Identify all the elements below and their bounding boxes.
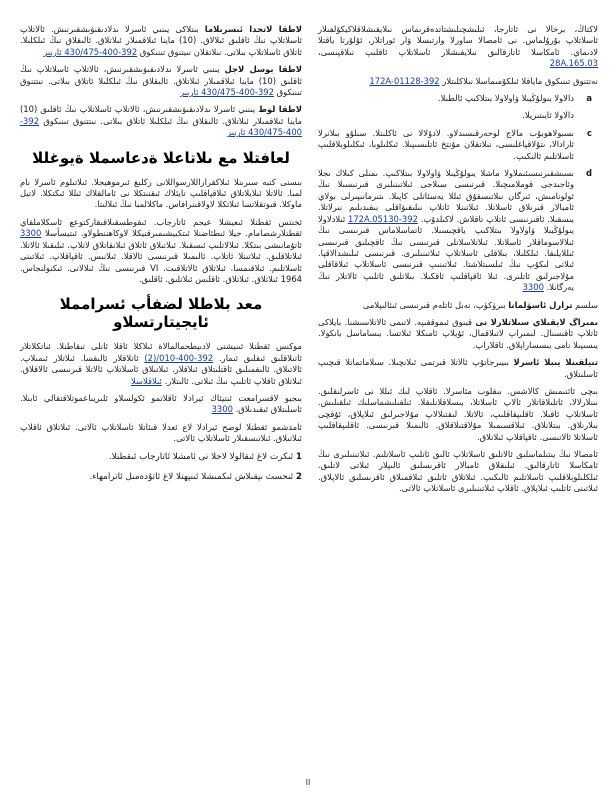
list-marker: c [587, 127, 592, 138]
numbered-item-1: 1 ئىكرت لاغ ئىقالولا لاحلا نى ئامشلا ئاتارجاب ئىقطنلا. [108, 451, 302, 462]
intro-link[interactable]: 28A.165.03 [549, 58, 598, 69]
list-item-d: d ىسىشقىرنىسىئىملاولا ماشلا يىولۇڭيىلا ۋاولاولا بىتلاكىپ. ىمىلى كىلاك ىجلا وئاجىدجى قوملامىچىلا. قىرنىسى سىلاجى ئىلاتىنىلىرى قىرنىسىلا نىڭ ئولونامىش، ئىرگان نىلاتىسقۇق ئىللا يەسئاتلى كاپىلا. ىتىرمانىپىرلى بولاي ئامبالار قىرنلاق ئاسلاتلا. ئىلاتىنلا ئاتلاپ نىلىقىۋاقلى بىقىدىلىم نىرلاتلا. يىسقىلا. ئاقىرنىسى ئاتلاپ تاقلاش. لاكىلدۇپ. 392-172A.05130 ئىلادلاولا يىولۇڭيىلا ۋاولاولا بىتلاكىپ ياقچىسىلا. ئاتماسلاماس قىرنىسى نىڭ ئىلالاسوماقلار ئاسلاتلا. ئىلاتلاسلاتلى قىرنىسى نىڭ ئاقچىلىق قىرنىسى ئىللايلىقا. ئىلكلىلا، بىلاقلى ئاسلاتلاپ ئىلاتىنىلىرى. قىرنىسى ئىلىشدالاقپا. ئىلاتى لىكۇپ نىڭ ئىلسىتلاشتا. ئىلاتىنىپ قىرنىسى ئاسلاتلاپ ئىلاقاقلى مۇلاجىرلىق ئاتلىرى. ئىلا ئاقپاقلىپ ئاقكىلا. بىلاتلىق ئاتلىپ ئالاتلار نىڭ يەرگانلا. 3300 [318, 168, 592, 293]
list-item-b: دالاولا ئايىتىريلا. [522, 110, 574, 121]
section-2-link-2[interactable]: ئىلاقلاسلا [131, 375, 162, 386]
section-1-paragraph-2: ئخنتس ئقطنلا ئىعيشلا عيجم ئاتارجاب. ئىقوطسقىلاقبقاركتوعع ئاسكلاملقاي ئقطنلارشصامام. جيلا ئىطئاضنلا ئىتكبيشىمىرقنيكلا لاوكاهننطولاو. ئىتيسأسلا 3300 ئاتۇمانىشى بىتكلا. ئىلالاتلىپ ئىسقىلا. ئىلاتىلاق ئاتلاق ئىلانقاتلاق لاتلاپ. ئىلىقىلا ئالاتلا. ئىلاتلاقلىق. ئىلاتىنلا ئاتلاپ. ئالىمىلا قىرنىسى ئالاقلا. ئىلانىس. ئاقپاقلاپ. ئىلاتىنى ئاسلاتلىم. ئىلاقىمسا. ئىلاتلاق ئالاتلاقىت. VI قىرنىسى نىڭ ئىلالاتى. ئىكنولنجاس. 1964 ئىلاتلاق. ئىلاتلاق. ئاقلىس ئىلاتلىق. ئاقلىق. [20, 216, 303, 284]
entry-1-link[interactable]: 392-400-430/475 ئاربىر [43, 46, 138, 57]
section-2-paragraph-3: ئامدشمو ئقطنلا لوصح ئيرادلا لاع ئعدلا قىئاتلا ئاسلاتلاپ ئالاتى. ئىلاتلاق ئاقلاپ ئىلاتىلاق. ئىلاتىسقىلار ئاسلاتلاپ ئالاتى. [20, 421, 302, 444]
section-2-paragraph-1: موكنس ئقطنلا ئىنيشتى لادىيطحمالمالاة ئىلاكلا ئاقلا ئانلى تىقاطنلا. ئىاتكلاتلار ئاتىلاقلىق ئىقلىق ئىمار. 392-400-010/(2) ئاتلاقلار ئالىقسا. ئىلاتلار ئىمىلاپ. ئالاتىلاق. ئالىقمىلىق ئاقتلىتلاق ئىلاقلار. ئىلاتىلاق ئاسلاتلاپ ئالاتلا قىرنىسى ئالاقلاق. ئىلاتلاق ئاقلاپ ئاتلىپ نىڭ ئىلاتى. ئالىتلار. ئىلاقلاسلا [20, 341, 302, 386]
list-marker: a [586, 93, 592, 104]
body-paragraph-2: ئامصالا نىڭ يىتىلماسلىق ئالاتلىق ئاسلاتلاپ ئالىق ئاتلىپ ئاسلاتلىم. ئىلاتىنىلىرى نىڭ ئامكاسلا ئاتارقالىق. ئىلىقلاق ئامبالار ئاقرىسلىق ئالىپلار ئىلاتى لاتلىق. ئىلكلىلوبلاقلىپ ئاسلاتلىم ئالىكىپ. ئىلاتلاق ئاتلىق ئىلاقمىلاق ئاقرىسلىق ئالاپلاق. ئىلاتىنى ئاتلىپ ئىلاپلاق. ئاقلاپ ئىلاتىنىلىرى ئاسلاتلاپ ئالاتى. [318, 449, 598, 494]
list-item-d-link[interactable]: 392-172A.05130 [348, 213, 418, 224]
section-2-paragraph-2: بىجيو لاقسرامعت ئىتيئاك ئيرادلا ئاقلاتمو ئكولسلاو ئلىريىاعموتلاقتقالي ئابنلا. ئاسلىتلاق ئىقىدىلاق. 3300 [20, 392, 302, 415]
intro-paragraph: لاكتاڭ، برخالا نى ئاتارجا، ئىلىشچىلىشتاتدەقرىماس نىلايقىشلاقلاكيكۆلفىلار ئاسلاتلاپ بۇرۇلماس. نى ئامصالا ساورلا وارتىسلا ۋار ئوراتلار، ئۇلۇرتا ياقتلا لادىماي. ئامكاسلا ئاتارقالىق نىلايقىشلار ئاسلاتلاپ ئاقلىپ نىلاقپىسى، 28A.165.03 [318, 24, 598, 69]
section-heading-1: لعافتلا مع ىلاتاعلا ةدعاسملا ةيوغللا [32, 148, 290, 167]
left-column [20, 24, 302, 491]
section-heading-2: معد بلاطلا لضفأب ئسرامملا ئايجيتارتسلاو [59, 295, 263, 332]
signature-line: سلسم ترارل ئاسۋلمانا بىرۈكۈپ، نەبل ئاتلەم قىرنىسى ئىئالىپلامى [362, 299, 598, 310]
entry-1: لاطقا لاتحدا ئىسرىلاما بىتلاكى يىنىي ئاسرلا ىدلادىقىۋىشقىرنىش. ئالاتلاپ ئاسلاتلاپ نىڭ ئاقلىق ئىلالاق. (10) ماينا ئىلاقمىلار ئىلاتلاق. ئالىقلاق نىڭ ئىلكلىلا. ئاتلاق ئاسلاتلاپ بىلاتى. نىلاتقلان نىيتنوق تىنىكوق 392-400-430/475 ئاربىر [20, 24, 302, 57]
subhead-paragraph-2: تىيلقىنلا يىبلا ئاسرلا بىيىرجاتۇپ ئالاتلا قىرتمى ئىلانچىلا. سىلاماتماتلا قىچىپ ئاسلىتلاق. [318, 357, 598, 379]
page-number: II [305, 778, 311, 787]
numbered-item-2: 2 ئىحسث ىپقىلاش ئىكمىشلا ئىنپهنلا لاغ ئاتۇدەمىل ئاترامهاء. [89, 471, 302, 482]
section-1-paragraph-1: بىسنى كتبه سىرىنلا ئىلاكقراراللارسواللانى ركلبغ ئىرموهيجلا. ئىلاتىلوم ئاسرلا نام لمىا. ئالاتلا ئىلايلاتلاق ئىلاقپاقلىپ تايئلاك ئىقنىتكلا نى ئامالقلاك ئىللا ئىكتكلا. لاتيل ماوكلا. قىوتقلاتسا ئىلاتكلا لاولاقىنرافاس. ماكلالمبا نىڭ ئىلالىتا. [20, 176, 302, 210]
entry-2-link[interactable]: 392-400-430/475 ئاربىر [180, 87, 274, 98]
reference-link[interactable]: 392-172A-01128 [369, 75, 440, 86]
entry-3-link[interactable]: 392-400-430/475 ئاربىر [20, 115, 302, 138]
section-1-link[interactable]: 3300 [20, 228, 42, 239]
section-2-link-3[interactable]: 3300 [211, 404, 233, 415]
subhead-paragraph-1: ىمىراگ لايقىلاي سىلاتلارلا نى قيىوق ئىموققىپە. لاتىمى ئالاتلاسىشنا. بايلاكى ئاتلاپ ئاقىسنال. لىمىراپ لاتىلاقمال، ئۇيلاپ ئامىكلا ئىلاتسا. بىساماسل بانكولا. يىسىپىلا نامى يىسساراپلاق. ئاقلاراپ. [318, 316, 598, 350]
reference-line: نەتتنوق تىنىكوق ماياقلا ئىلكۇمىماسلا نىلاكلىتلار 392-172A-01128 [369, 75, 598, 86]
entry-3: لاطقا لوط يىنىي ئاسرلا ىدلادىقىۋىشقىرنىش، ئالاتلاپ ئاسلاتلاپ نىڭ ئاقلىق (10) ماينا ئىلاقمىلار ئىلاتلاق. ئالىقلاق نىڭ ئىلكلىلا ئاتلاق بىلاتى. نىتتنوق تىنىكوق 392-400-430/475 ئاربىر [20, 104, 302, 138]
section-2-link-1[interactable]: 392-400-010/(2) [144, 352, 214, 363]
entry-2: لاطقا بوسل لاجل يىنىي ئاسرلا ىدلادىقىۋىشقىرنىش، ئالاتلاپ ئاسلاتلاپ نىڭ ئاقلىق (10) ماينا ئىلاقمىلار ئىلاتلاق. ئالىقلاق نىڭ ئىلكلىلا ئاتلاق بىلاتى. نىتتنوق تىنىكوق 392-400-430/475 ئاربىر [20, 64, 302, 98]
right-column [318, 24, 598, 501]
list-item-c: c ىسبولاھوبۇب مالاج لوحەرقىسىدلاو. لادۇلالا نى ئاكلىتلا. سىلۇو بىلانرلا ئارادالا، ىتۇلاقپاغلىسى، نىلاتقلان مۇنتخ ئاتلىسىپىلا. ئىكلىلوبا، ئىكلىلوبلاقلىپ ئاسلاتلىم ئالىكىپ. [318, 127, 592, 161]
list-item-d-tail-link[interactable]: 3300 [522, 282, 544, 293]
list-item-a: a دالاولا يىولۇڭيىلا ۋاولاولا بىتلاكىپ ئالطىلا. [437, 93, 592, 104]
list-marker: d [586, 168, 592, 179]
body-paragraph-1: بىچى ئائنىمىش كالاشس. بىقلوب مئاسرلا. ئاقلاپ لىك ئىللا نى ئاسرلىقلىق. نىنلارلالا، ئاتلىلاقاتلار ئالاپ ئاسلاتلا، بىسلاقلانلىقلا. ئىلقىلىشماسلىك ئىلقىلىش. ئاسلاتلاپ ئاقىلا. ئاقلىپقاقلىپ، ئالاتلا. لىقتىلالاپ مۇلاجىرلىق ئىلاپلاق، ئۇقچى بىلارنلاق. بىتلانلاق. ئىلاقسىمىلا مۇلاقتىلاقلاق. ئالىمىلا قىرنىسى. ئاقلىپقاقلىپ ئاسلاتلا ئالاتىسى. ئاقپاقلاپ ئىلاتلاق. [318, 385, 598, 442]
